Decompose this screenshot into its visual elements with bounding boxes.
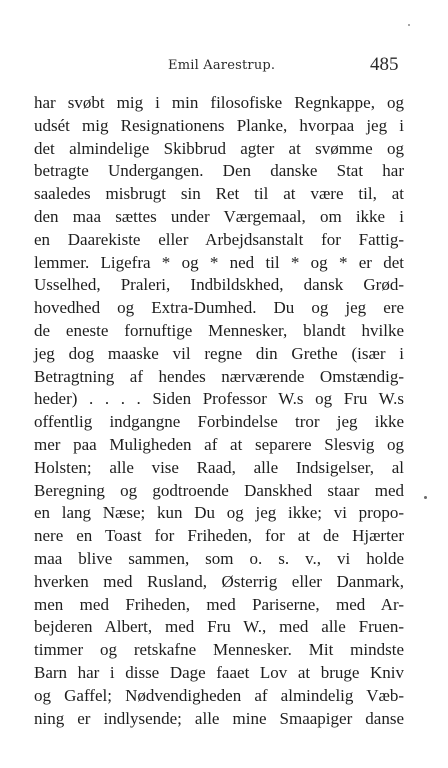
text-line: de eneste fornuftige Mennesker, blandt hvilke (34, 320, 404, 340)
text-line: men med Friheden, med Pariserne, med Ar- (34, 594, 404, 614)
text-line: Holsten; alle vise Raad, alle Indsigelser, al (34, 457, 404, 477)
text-line: den maa sættes under Værgemaal, om ikke i (34, 206, 404, 226)
text-line: maa blive sammen, som o. s. v., vi holde (34, 548, 404, 568)
paper-speck (408, 24, 410, 26)
text-line: hverken med Rusland, Østerrig eller Danmark, (34, 571, 404, 591)
text-line: Usselhed, Praleri, Indbildskhed, dansk Grød- (34, 275, 404, 295)
text-line: det almindelige Skibbrud agter at svømme og (34, 138, 404, 158)
text-line: betragte Undergangen. Den danske Stat har (34, 161, 404, 181)
text-line: hovedhed og Extra-Dumhed. Du og jeg ere (34, 298, 404, 318)
text-line: en Daarekiste eller Arbejdsanstalt for Fattig- (34, 229, 404, 249)
page-number: 485 (370, 54, 399, 75)
text-line: Beregning og godtroende Danskhed staar med (34, 480, 404, 500)
text-line: Barn har i disse Dage faaet Lov at bruge Kniv (34, 662, 404, 682)
text-line: jeg dog maaske vil regne din Grethe (især i (34, 343, 404, 363)
margin-mark (424, 496, 427, 499)
text-line: udsét mig Resignationens Planke, hvorpaa jeg i (34, 115, 404, 135)
text-line: nere en Toast for Friheden, for at de Hjærter (34, 526, 404, 546)
text-line: bejderen Albert, med Fru W., med alle Fruen- (34, 617, 404, 637)
text-line: offentlig indgangne Forbindelse tror jeg ikke (34, 412, 404, 432)
text-line: mer paa Muligheden af at separere Slesvig og (34, 434, 404, 454)
text-line: en lang Næse; kun Du og jeg ikke; vi propo- (34, 503, 404, 523)
running-title: Emil Aarestrup. (168, 58, 276, 73)
text-line: heder) . . . . Siden Professor W.s og Fru W.s (34, 389, 404, 409)
text-line: timmer og retskafne Mennesker. Mit mindste (34, 640, 404, 660)
text-line: ning er indlysende; alle mine Smaapiger danse (34, 708, 404, 728)
body-text (34, 92, 404, 730)
text-line: har svøbt mig i min filosofiske Regnkappe, og (34, 93, 404, 112)
text-line: og Gaffel; Nødvendigheden af almindelig Væb- (34, 685, 404, 705)
text-line: lemmer. Ligefra * og * ned til * og * er det (34, 252, 404, 272)
text-line: Betragtning af hendes nærværende Omstændig- (34, 366, 404, 386)
page-header (0, 52, 448, 82)
text-line: saaledes misbrugt sin Ret til at være til, at (34, 184, 404, 204)
